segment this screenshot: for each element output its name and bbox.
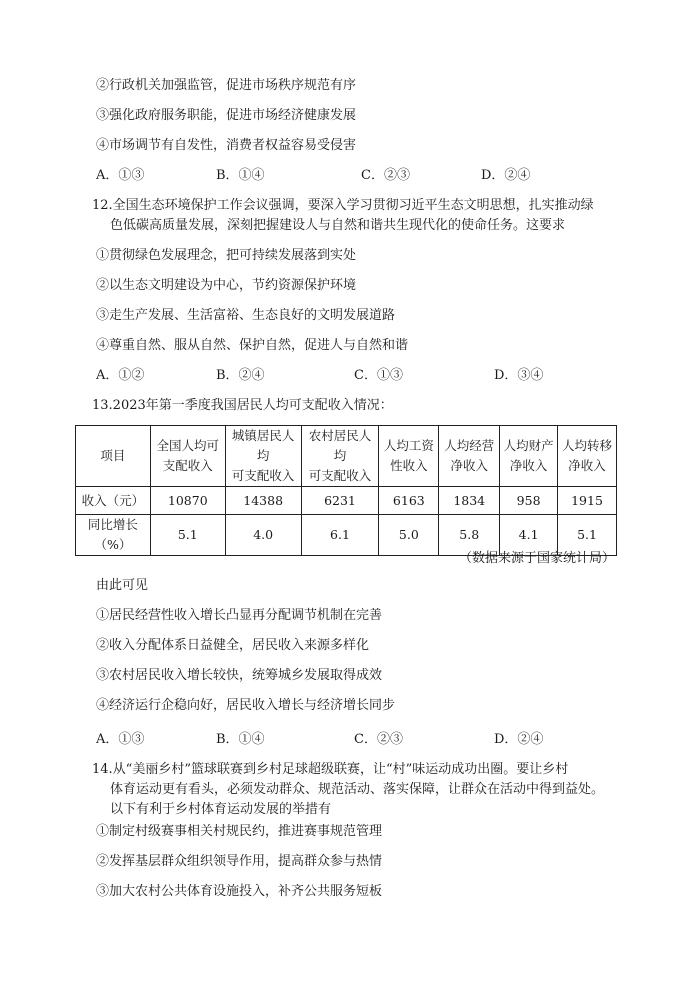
header-cell-business: 人均经营 净收入: [439, 426, 500, 487]
table-cell: 14388: [225, 487, 301, 515]
q14-statement-2: ②发挥基层群众组织领导作用，提高群众参与热情: [96, 854, 383, 869]
table-cell: 4.0: [225, 515, 301, 556]
header-cell-rural: 农村居民人均 可支配收入: [301, 426, 379, 487]
table-cell: 1915: [558, 487, 617, 515]
table-cell: 6231: [301, 487, 379, 515]
table-cell: 10870: [150, 487, 225, 515]
table-row-income: [76, 487, 617, 515]
q11-statement-3: ③强化政府服务职能，促进市场经济健康发展: [96, 108, 357, 123]
q12-stem-line-1: 12.全国生态环境保护工作会议强调，要深入学习贯彻习近平生态文明思想，扎实推动绿: [92, 198, 594, 213]
q12-statement-3: ③走生产发展、生活富裕、生态良好的文明发展道路: [96, 308, 396, 323]
q13-option-c[interactable]: C．②③: [354, 732, 403, 747]
data-source-note: （数据来源于国家统计局）: [458, 551, 615, 566]
q13-stem: 13.2023年第一季度我国居民人均可支配收入情况：: [92, 398, 393, 413]
q11-options: [96, 167, 616, 185]
header-cell-urban: 城镇居民人均 可支配收入: [225, 426, 301, 487]
q13-option-b[interactable]: B．①④: [216, 732, 265, 747]
header-cell-transfer: 人均转移 净收入: [558, 426, 617, 487]
q11-option-c[interactable]: C．②③: [361, 168, 410, 183]
header-cell-wage: 人均工资 性收入: [379, 426, 439, 487]
q14-statement-1: ①制定村级赛事相关村规民约，推进赛事规范管理: [96, 824, 383, 839]
table-cell: 5.0: [379, 515, 439, 556]
q13-statement-4: ④经济运行企稳向好，居民收入增长与经济增长同步: [96, 698, 396, 713]
q11-statement-2: ②行政机关加强监管，促进市场秩序规范有序: [96, 78, 357, 93]
header-cell-item: 项目: [76, 426, 151, 487]
row-label-growth: 同比增长（%）: [76, 515, 151, 556]
table-cell: 4.1: [500, 515, 558, 556]
q12-statement-2: ②以生态文明建设为中心，节约资源保护环境: [96, 278, 357, 293]
q13-statement-3: ③农村居民收入增长较快，统筹城乡发展取得成效: [96, 668, 383, 683]
table-cell: 6.1: [301, 515, 379, 556]
q13-statement-2: ②收入分配体系日益健全，居民收入来源多样化: [96, 638, 370, 653]
header-cell-property: 人均财产 净收入: [500, 426, 558, 487]
table-cell: 5.1: [150, 515, 225, 556]
table-cell: 6163: [379, 487, 439, 515]
q13-option-a[interactable]: A．①③: [96, 732, 145, 747]
q13-lead: 由此可见: [96, 578, 149, 593]
q12-statement-1: ①贯彻绿色发展理念，把可持续发展落到实处: [96, 248, 357, 263]
q12-option-b[interactable]: B．②④: [216, 368, 265, 383]
q14-stem-line-2: 体育运动更有看头，必须发动群众、规范活动、落实保障，让群众在活动中得到益处。: [110, 782, 605, 797]
row-label-income: 收入（元）: [76, 487, 151, 515]
q11-option-a[interactable]: A．①③: [96, 168, 145, 183]
q13-options: [96, 731, 616, 749]
q12-stem-line-2: 色低碳高质量发展，深刻把握建设人与自然和谐共生现代化的使命任务。这要求: [110, 218, 566, 233]
q12-statement-4: ④尊重自然、服从自然、保护自然，促进人与自然和谐: [96, 338, 409, 353]
q11-statement-4: ④市场调节有自发性，消费者权益容易受侵害: [96, 138, 357, 153]
table-cell: 5.8: [439, 515, 500, 556]
table-cell: 5.1: [558, 515, 617, 556]
q12-option-c[interactable]: C．①③: [354, 368, 403, 383]
q12-option-d[interactable]: D．③④: [494, 368, 544, 383]
table-cell: 1834: [439, 487, 500, 515]
income-table: [75, 425, 617, 556]
q11-option-d[interactable]: D．②④: [481, 168, 531, 183]
header-cell-national: 全国人均可 支配收入: [150, 426, 225, 487]
q14-stem-line-3: 以下有利于乡村体育运动发展的举措有: [110, 802, 332, 817]
q14-stem-line-1: 14.从“美丽乡村”篮球联赛到乡村足球超级联赛，让“村”味运动成功出圈。要让乡村: [92, 762, 569, 777]
q12-options: [96, 367, 616, 385]
q14-statement-3: ③加大农村公共体育设施投入，补齐公共服务短板: [96, 884, 383, 899]
table-cell: 958: [500, 487, 558, 515]
table-header-row: [76, 426, 617, 487]
q12-option-a[interactable]: A．①②: [96, 368, 145, 383]
q13-statement-1: ①居民经营性收入增长凸显再分配调节机制在完善: [96, 608, 383, 623]
q13-option-d[interactable]: D．②④: [494, 732, 544, 747]
q11-option-b[interactable]: B．①④: [216, 168, 265, 183]
